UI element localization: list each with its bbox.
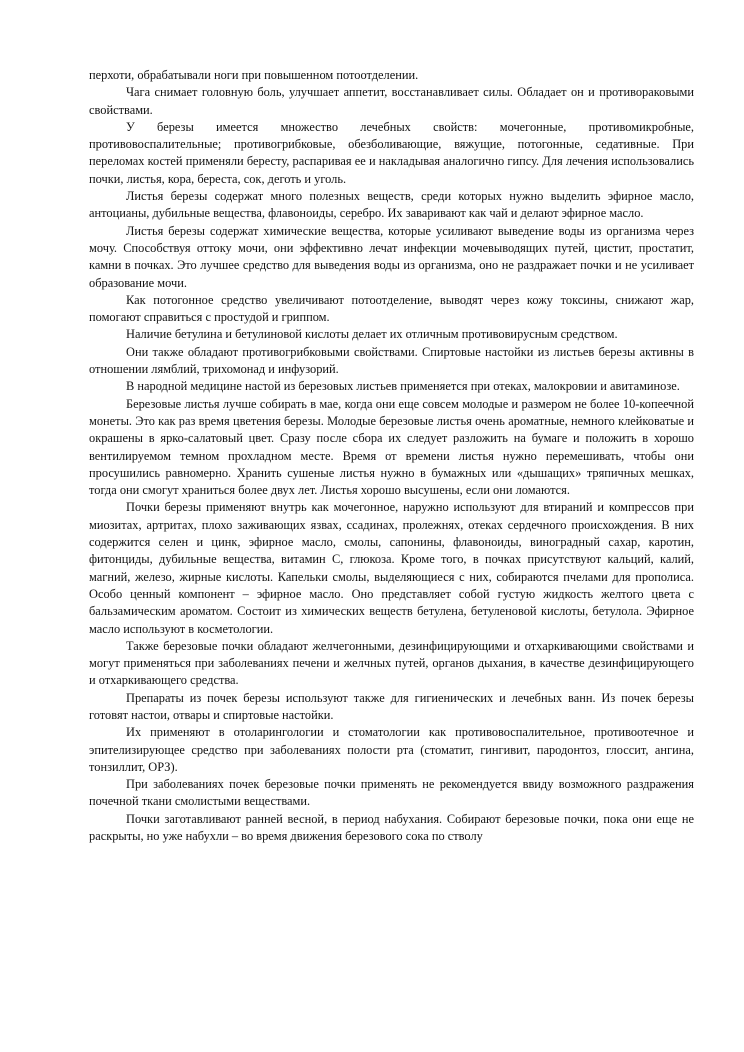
paragraph-kidney-warning: При заболеваниях почек березовые почки применять не рекомендуется ввиду возможного раздражения почечной ткани смолистыми веществами. bbox=[89, 777, 694, 809]
paragraph-buds-preparations: Препараты из почек березы используют также для гигиенических и лечебных ванн. Из почек березы готовят настои, отвары и спиртовые настойки. bbox=[89, 690, 694, 722]
paragraph-buds-harvest: Почки заготавливают ранней весной, в период набухания. Собирают березовые почки, пока они еще не раскрыты, но уже набухли – во время движения березового сока по стволу bbox=[89, 811, 694, 844]
paragraph-birch-properties: У березы имеется множество лечебных свойств: мочегонные, противомикробные, противовоспалительные; противогрибковые, обезболивающие, вяжущие, потогонные, седативные. При переломах костей применяли бересту, распаривая ее и накладывая аналогично гипсу. Для лечения использовались почки, листья, кора, береста, сок, деготь и уголь. bbox=[89, 119, 694, 186]
paragraph-otolaryngology: Их применяют в отоларингологии и стоматологии как противовоспалительное, противоотечное и эпителизирующее средство при заболеваниях полости рта (стоматит, гингивит, пародонтоз, глоссит, ангина, тонзиллит, ОРЗ). bbox=[89, 725, 694, 774]
paragraph-chaga: Чага снимает головную боль, улучшает аппетит, восстанавливает силы. Обладает он и противораковыми свойствами. bbox=[89, 85, 694, 117]
paragraph-folk-medicine: В народной медицине настой из березовых листьев применяется при отеках, малокровии и авитаминозе. bbox=[126, 379, 680, 394]
paragraph-betulin: Наличие бетулина и бетулиновой кислоты делает их отличным противовирусным средством. bbox=[126, 327, 618, 342]
paragraph-continuation: перхоти, обрабатывали ноги при повышенном потоотделении. bbox=[89, 68, 419, 82]
paragraph-sudorific: Как потогонное средство увеличивают потоотделение, выводят через кожу токсины, снижают жар, помогают справиться с простудой и гриппом. bbox=[89, 292, 694, 325]
paragraph-buds-use: Почки березы применяют внутрь как мочегонное, наружно используют для втираний и компрессов при миозитах, артритах, плохо заживающих язвах, ссадинах, пролежнях, отеках сердечного происхождения. В них содержится селен и цинк, эфирное масло, смолы, сапонины, флавоноиды, виноградный сахар, каротин, фитонциды, дубильные вещества, витамин С, глюкоза. Кроме того, в почках присутствуют кальций, калий, магний, железо, жирные кислоты. Капельки смолы, выделяющиеся с них, собираются пчелами для прополиса. Особо ценный компонент – эфирное масло. Оно представляет собой густую жидкость желтого цвета с бальзамическим ароматом. Состоит из химических веществ бетулена, бетуленовой кислоты, бетулола. Эфирное масло используют в косметологии. bbox=[89, 500, 694, 636]
paragraph-leaves-substances: Листья березы содержат много полезных веществ, среди которых нужно выделить эфирное масло, антоцианы, дубильные вещества, флавоноиды, серебро. Их заваривают как чай и делают эфирное масло. bbox=[89, 189, 694, 221]
paragraph-antifungal: Они также обладают противогрибковыми свойствами. Спиртовые настойки из листьев березы активны в отношении лямблий, трихомонад и инфузорий. bbox=[89, 344, 694, 377]
paragraph-leaves-diuretic: Листья березы содержат химические вещества, которые усиливают выведение воды из организма через мочу. Способствуя оттоку мочи, они эффективно лечат инфекции мочевыводящих путей, цистит, простатит, камни в почках. Это лучшее средство для выведения воды из организма, оно не раздражает почки и не усиливает образование мочи. bbox=[89, 223, 694, 290]
paragraph-buds-choleretic: Также березовые почки обладают желчегонными, дезинфицирующими и отхаркивающими свойствами и могут применяться при заболеваниях печени и желчных путей, органов дыхания, в качестве дезинфицирующего и отхаркивающего средства. bbox=[89, 638, 694, 688]
paragraph-leaves-harvest: Березовые листья лучше собирать в мае, когда они еще совсем молодые и размером не более 10-копеечной монеты. Это как раз время цветения березы. Молодые березовые листья очень ароматные, немного клейковатые и окрашены в ярко-салатовый цвет. Сразу после сбора их следует разложить на бумаге и положить в хорошо вентилируемом темном прохладном месте. Время от времени листья нужно перемешивать, чтобы они просушились равномерно. Хранить сушеные листья нужно в бумажных или «дышащих» тряпичных мешках, тогда они смогут храниться более двух лет. Листья хорошо высушены, если они ломаются. bbox=[89, 396, 694, 498]
